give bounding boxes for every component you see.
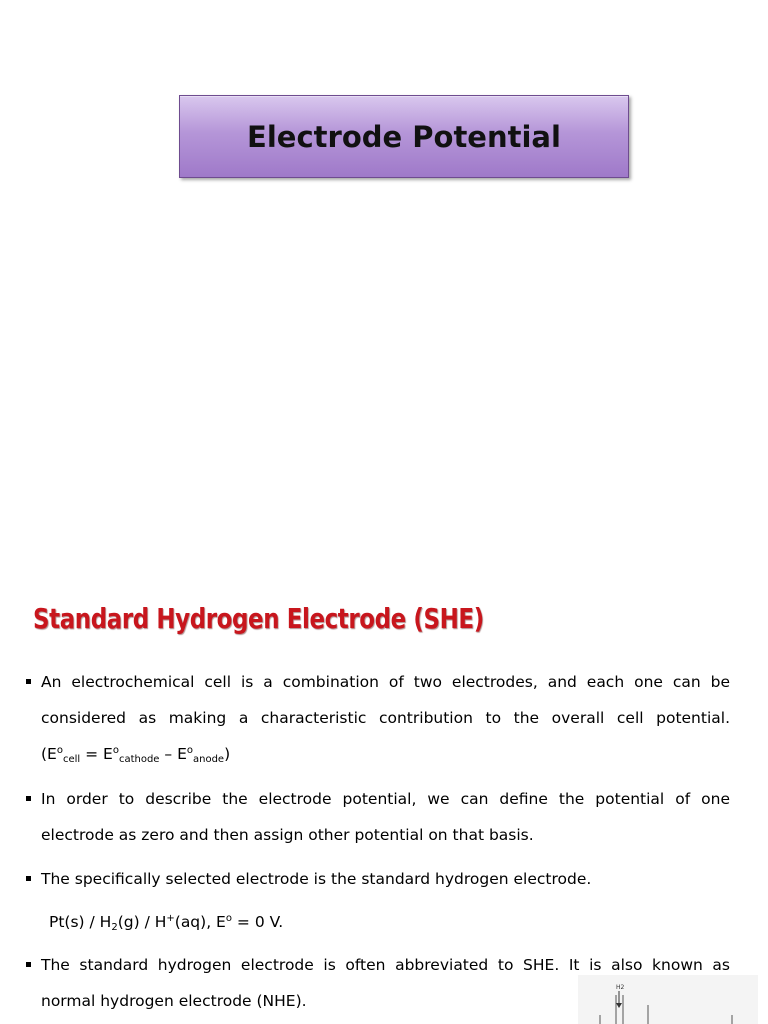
equation-text: Pt(s) / H <box>49 913 112 931</box>
section-heading: Standard Hydrogen Electrode (SHE) <box>33 602 484 635</box>
equation-degree: o <box>225 913 232 924</box>
equation-superscript: + <box>166 913 175 924</box>
formula-text: (E <box>41 745 57 763</box>
bullet-3 <box>22 861 730 897</box>
bullet-2 <box>22 781 730 853</box>
bullet-2-line-2: electrode as zero and then assign other potential on that basis. <box>41 826 534 844</box>
bullet-4-line-2: normal hydrogen electrode (NHE). <box>41 992 307 1010</box>
she-apparatus-svg <box>578 975 758 1024</box>
equation-subscript: 2 <box>111 922 118 933</box>
equation-text: (g) / H <box>117 913 167 931</box>
formula-text: – E <box>159 745 187 763</box>
formula-degree: o <box>112 745 119 756</box>
bullet-2-line-1: In order to describe the electrode potential, we can define the potential of one <box>41 790 730 808</box>
bullet-1-line-1: An electrochemical cell is a combination of two electrodes, and each one can be <box>41 673 730 691</box>
equation-text: = 0 V. <box>231 913 284 931</box>
bullet-4-line-1: The standard hydrogen electrode is often abbreviated to SHE. It is also known as <box>41 956 730 974</box>
gas-inlet-arrow-icon <box>616 1003 622 1008</box>
formula-subscript-cathode: cathode <box>118 754 160 765</box>
she-equation <box>30 904 738 940</box>
apparatus-label: H2 <box>616 984 625 991</box>
bullet-1-line-2: considered as making a characteristic contribution to the overall cell potential. <box>41 709 730 727</box>
she-apparatus-diagram <box>578 975 758 1024</box>
formula-text: = E <box>80 745 113 763</box>
formula-subscript-cell: cell <box>62 754 81 765</box>
bullet-3-line-1: The specifically selected electrode is the standard hydrogen electrode. <box>41 870 592 888</box>
she-equation-line <box>30 904 738 940</box>
equation-text: (aq), E <box>174 913 226 931</box>
formula-subscript-anode: anode <box>193 754 225 765</box>
formula-degree: o <box>56 745 63 756</box>
cell-potential-formula <box>22 736 730 772</box>
title-banner <box>179 95 629 178</box>
bullet-1 <box>22 664 730 772</box>
page-title: Electrode Potential <box>247 119 561 154</box>
formula-text: ) <box>224 745 231 763</box>
formula-degree: o <box>186 745 193 756</box>
